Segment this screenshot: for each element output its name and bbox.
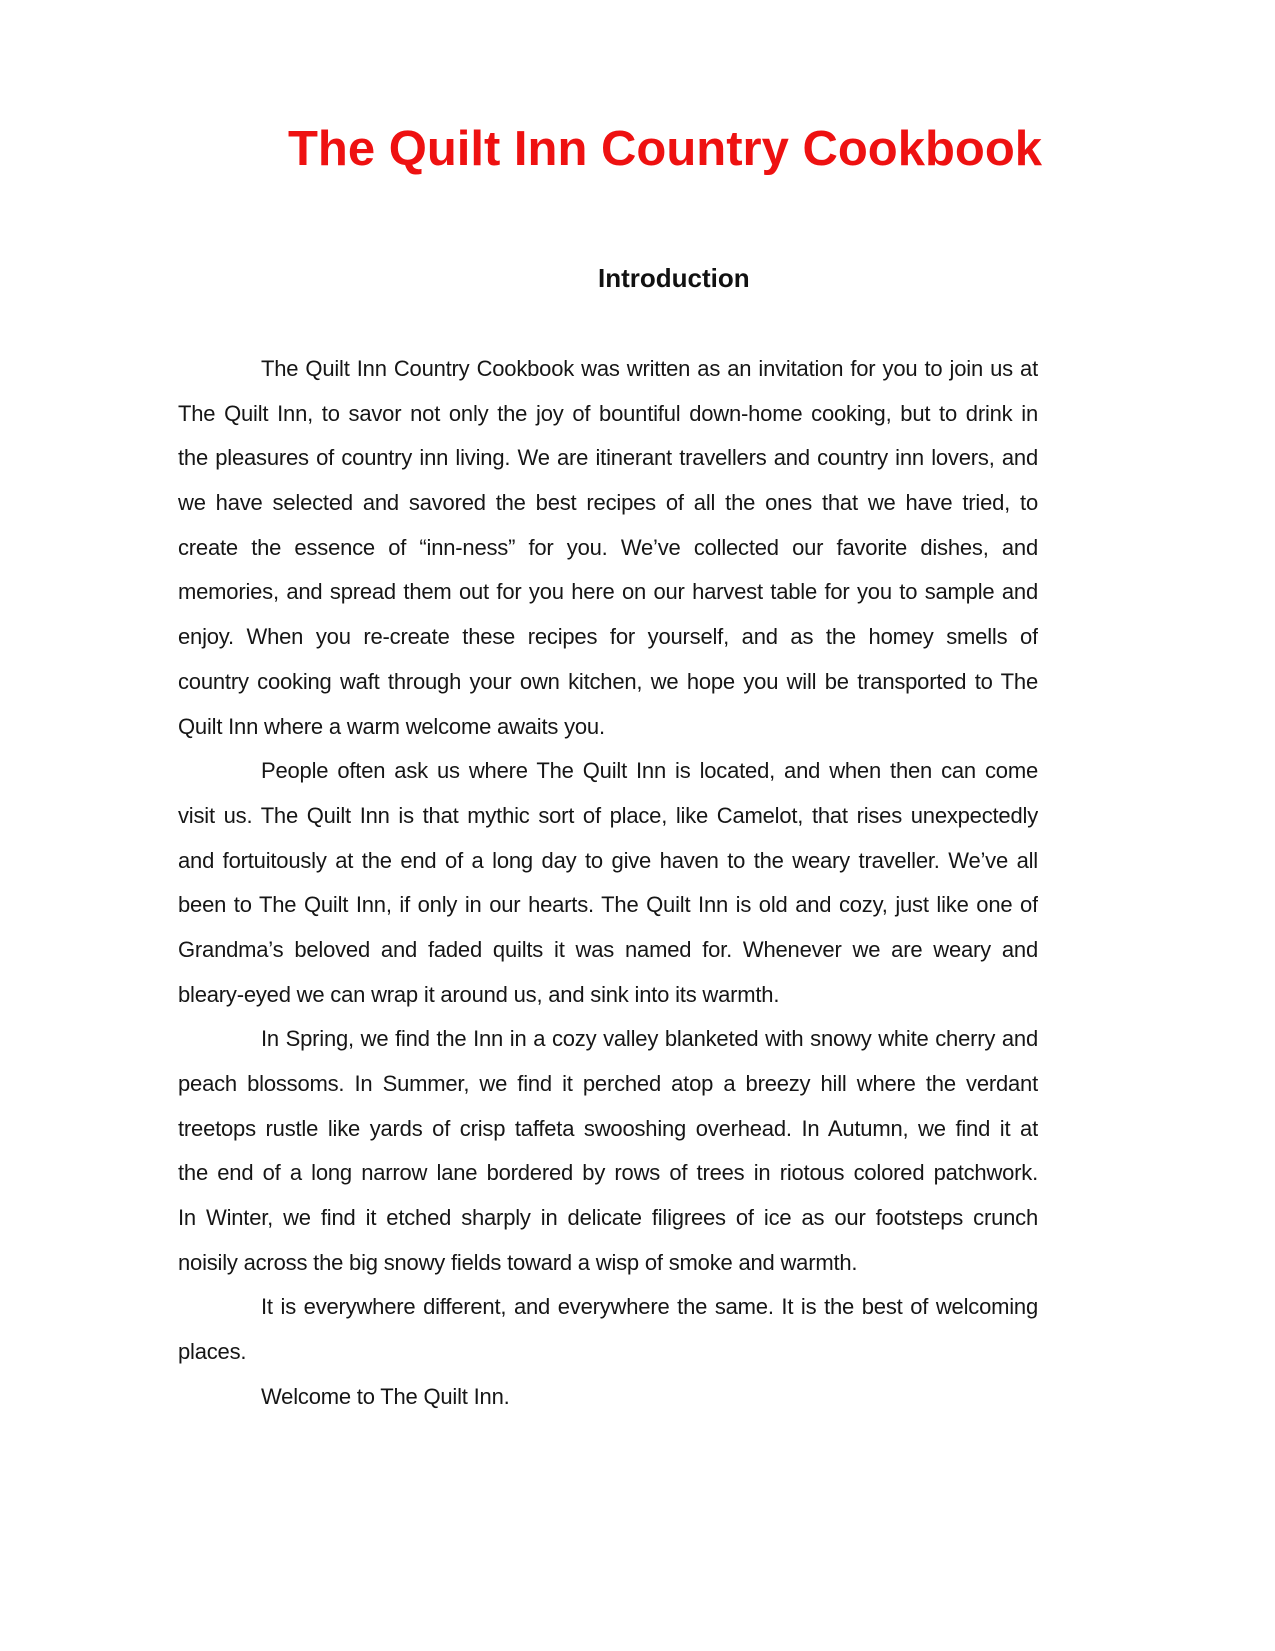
text-line: Grandma’s beloved and faded quilts it was named for. Whenever we are weary and	[178, 936, 1038, 962]
text-line: the end of a long narrow lane bordered by rows of trees in riotous colored patchwork.	[178, 1160, 1038, 1186]
text-line: noisily across the big snowy fields toward a wisp of smoke and warmth.	[178, 1249, 858, 1275]
text-line: memories, and spread them out for you here on our harvest table for you to sample and	[178, 579, 1038, 605]
text-line: create the essence of “inn-ness” for you. We’ve collected our favorite dishes, and	[178, 534, 1038, 560]
text-line: treetops rustle like yards of crisp taffeta swooshing overhead. In Autumn, we find it at	[178, 1115, 1038, 1141]
text-line: People often ask us where The Quilt Inn is located, and when then can come	[261, 758, 1038, 784]
paragraph-1	[178, 347, 1038, 749]
document-body	[178, 347, 1038, 1420]
text-line: the pleasures of country inn living. We are itinerant travellers and country inn lovers, and	[178, 445, 1038, 471]
paragraph-3	[178, 1017, 1038, 1285]
text-line: In Spring, we find the Inn in a cozy valley blanketed with snowy white cherry and	[261, 1026, 1038, 1052]
text-line: been to The Quilt Inn, if only in our hearts. The Quilt Inn is old and cozy, just like one of	[178, 892, 1038, 918]
text-line: peach blossoms. In Summer, we find it perched atop a breezy hill where the verdant	[178, 1071, 1038, 1096]
text-line: bleary-eyed we can wrap it around us, and sink into its warmth.	[178, 981, 780, 1007]
text-line: The Quilt Inn Country Cookbook was written as an invitation for you to join us at	[261, 356, 1038, 381]
text-line: places.	[178, 1339, 247, 1365]
paragraph-5	[178, 1375, 1038, 1420]
text-line: country cooking waft through your own kitchen, we hope you will be transported to The	[178, 668, 1038, 694]
text-line: enjoy. When you re-create these recipes for yourself, and as the homey smells of	[178, 624, 1038, 650]
paragraph-4	[178, 1285, 1038, 1374]
document-title: The Quilt Inn Country Cookbook	[288, 122, 1042, 176]
paragraph-2	[178, 749, 1038, 1017]
text-line: The Quilt Inn, to savor not only the joy of bountiful down-home cooking, but to drink in	[178, 400, 1038, 426]
text-line: we have selected and savored the best recipes of all the ones that we have tried, to	[178, 490, 1038, 516]
text-line: visit us. The Quilt Inn is that mythic sort of place, like Camelot, that rises unexpectedly	[178, 802, 1038, 828]
section-heading: Introduction	[598, 263, 750, 293]
text-line: In Winter, we find it etched sharply in delicate filigrees of ice as our footsteps crunch	[178, 1205, 1038, 1231]
text-line: and fortuitously at the end of a long day to give haven to the weary traveller. We’ve all	[178, 847, 1038, 873]
text-line: Welcome to The Quilt Inn.	[261, 1383, 510, 1409]
text-line: It is everywhere different, and everywhere the same. It is the best of welcoming	[261, 1294, 1038, 1320]
text-line: Quilt Inn where a warm welcome awaits you.	[178, 713, 605, 739]
